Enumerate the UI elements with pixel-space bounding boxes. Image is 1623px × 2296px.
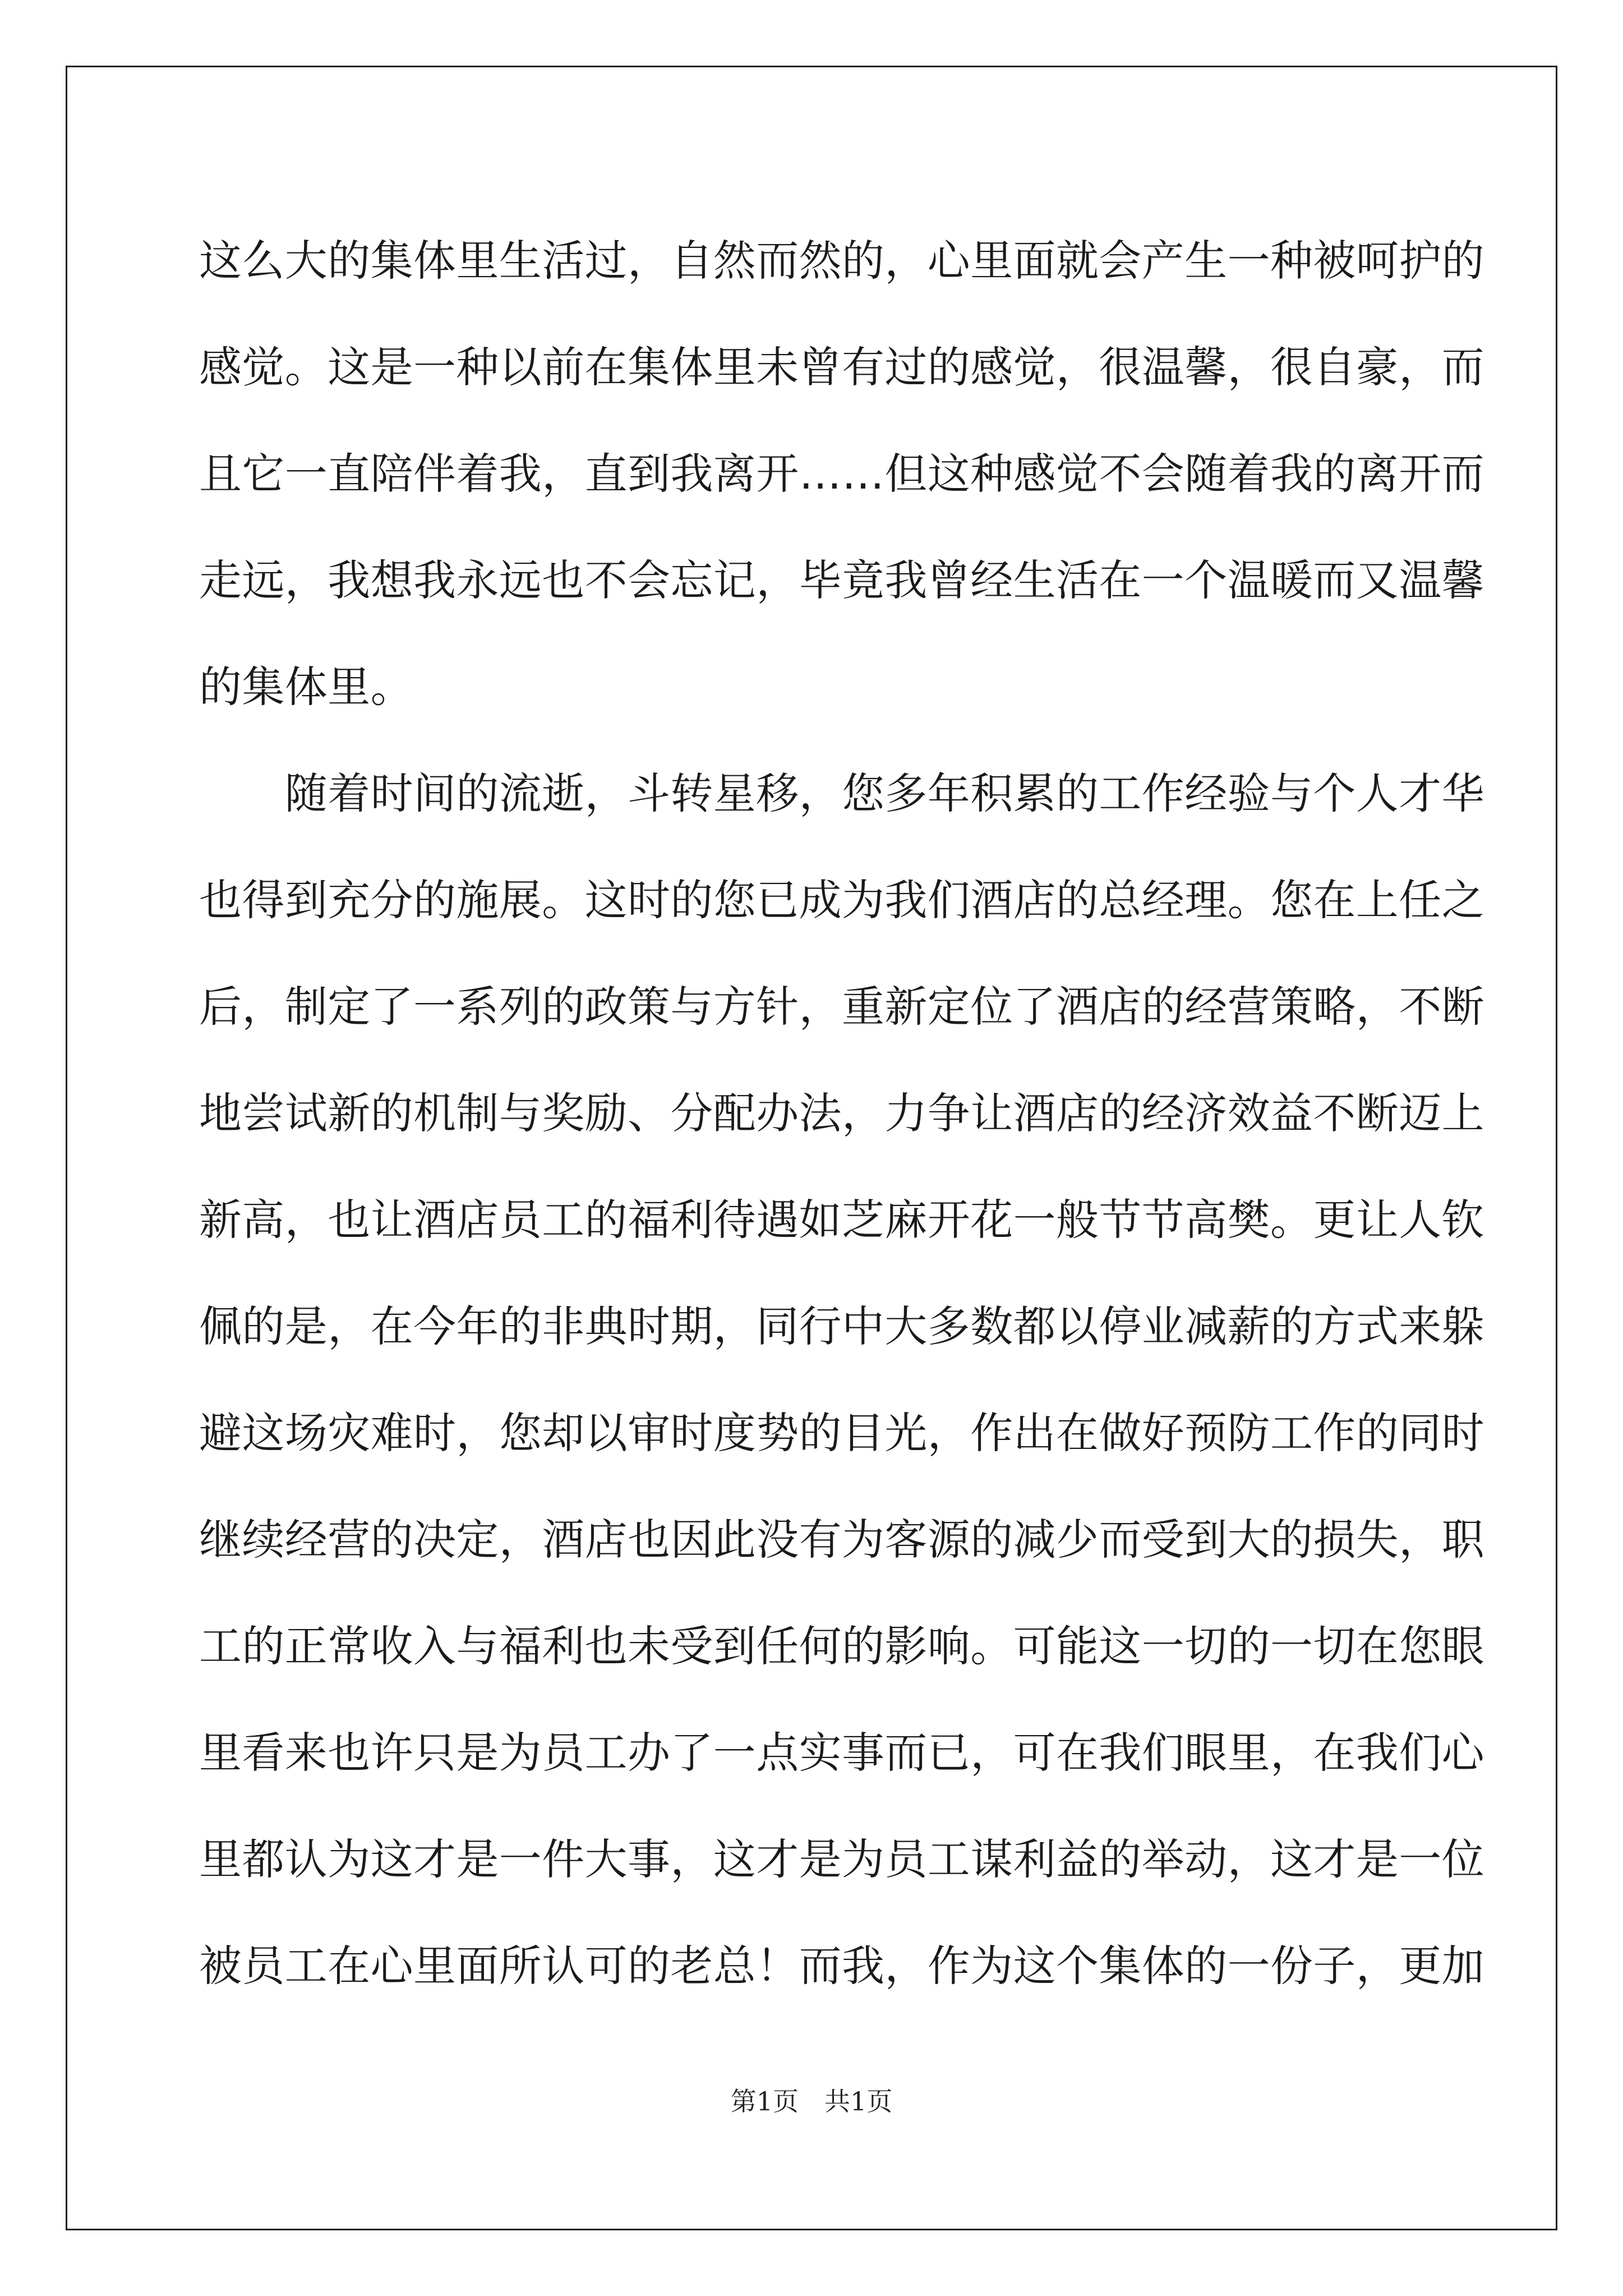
text-line: 感觉。这是一种以前在集体里未曾有过的感觉，很温馨，很自豪，而: [199, 342, 1484, 392]
text-line: 避这场灾难时，您却以审时度势的目光，作出在做好预防工作的同时: [199, 1408, 1484, 1458]
document-body: [199, 208, 1484, 2019]
text-line: 且它一直陪伴着我，直到我离开……但这种感觉不会随着我的离开而: [199, 449, 1484, 499]
text-line: 也得到充分的施展。这时的您已成为我们酒店的总经理。您在上任之: [199, 875, 1484, 925]
paragraph-2: [199, 740, 1484, 2019]
text-line: 里看来也许只是为员工办了一点实事而已，可在我们眼里，在我们心: [199, 1728, 1484, 1778]
text-line: 继续经营的决定，酒店也因此没有为客源的减少而受到大的损失，职: [199, 1515, 1484, 1565]
text-line: 后，制定了一系列的政策与方针，重新定位了酒店的经营策略，不断: [199, 982, 1484, 1032]
text-line: 的集体里。: [199, 662, 413, 712]
text-line: 地尝试新的机制与奖励、分配办法，力争让酒店的经济效益不断迈上: [199, 1088, 1484, 1138]
text-line: 里都认为这才是一件大事，这才是为员工谋利益的举动，这才是一位: [199, 1834, 1484, 1884]
paragraph-1: [199, 208, 1484, 740]
text-line: 佩的是，在今年的非典时期，同行中大多数都以停业减薪的方式来躲: [199, 1301, 1484, 1351]
text-line: 随着时间的流逝，斗转星移，您多年积累的工作经验与个人才华: [199, 769, 1484, 818]
text-line: 这么大的集体里生活过，自然而然的，心里面就会产生一种被呵护的: [199, 236, 1484, 286]
text-line: 走远，我想我永远也不会忘记，毕竟我曾经生活在一个温暖而又温馨: [199, 555, 1484, 605]
text-line: 被员工在心里面所认可的老总！而我，作为这个集体的一份子，更加: [199, 1941, 1484, 1991]
text-line: 工的正常收入与福利也未受到任何的影响。可能这一切的一切在您眼: [199, 1621, 1484, 1671]
page-footer: 第1页 共1页: [730, 2086, 893, 2116]
text-line: 新高，也让酒店员工的福利待遇如芝麻开花一般节节高樊。更让人钦: [199, 1195, 1484, 1245]
